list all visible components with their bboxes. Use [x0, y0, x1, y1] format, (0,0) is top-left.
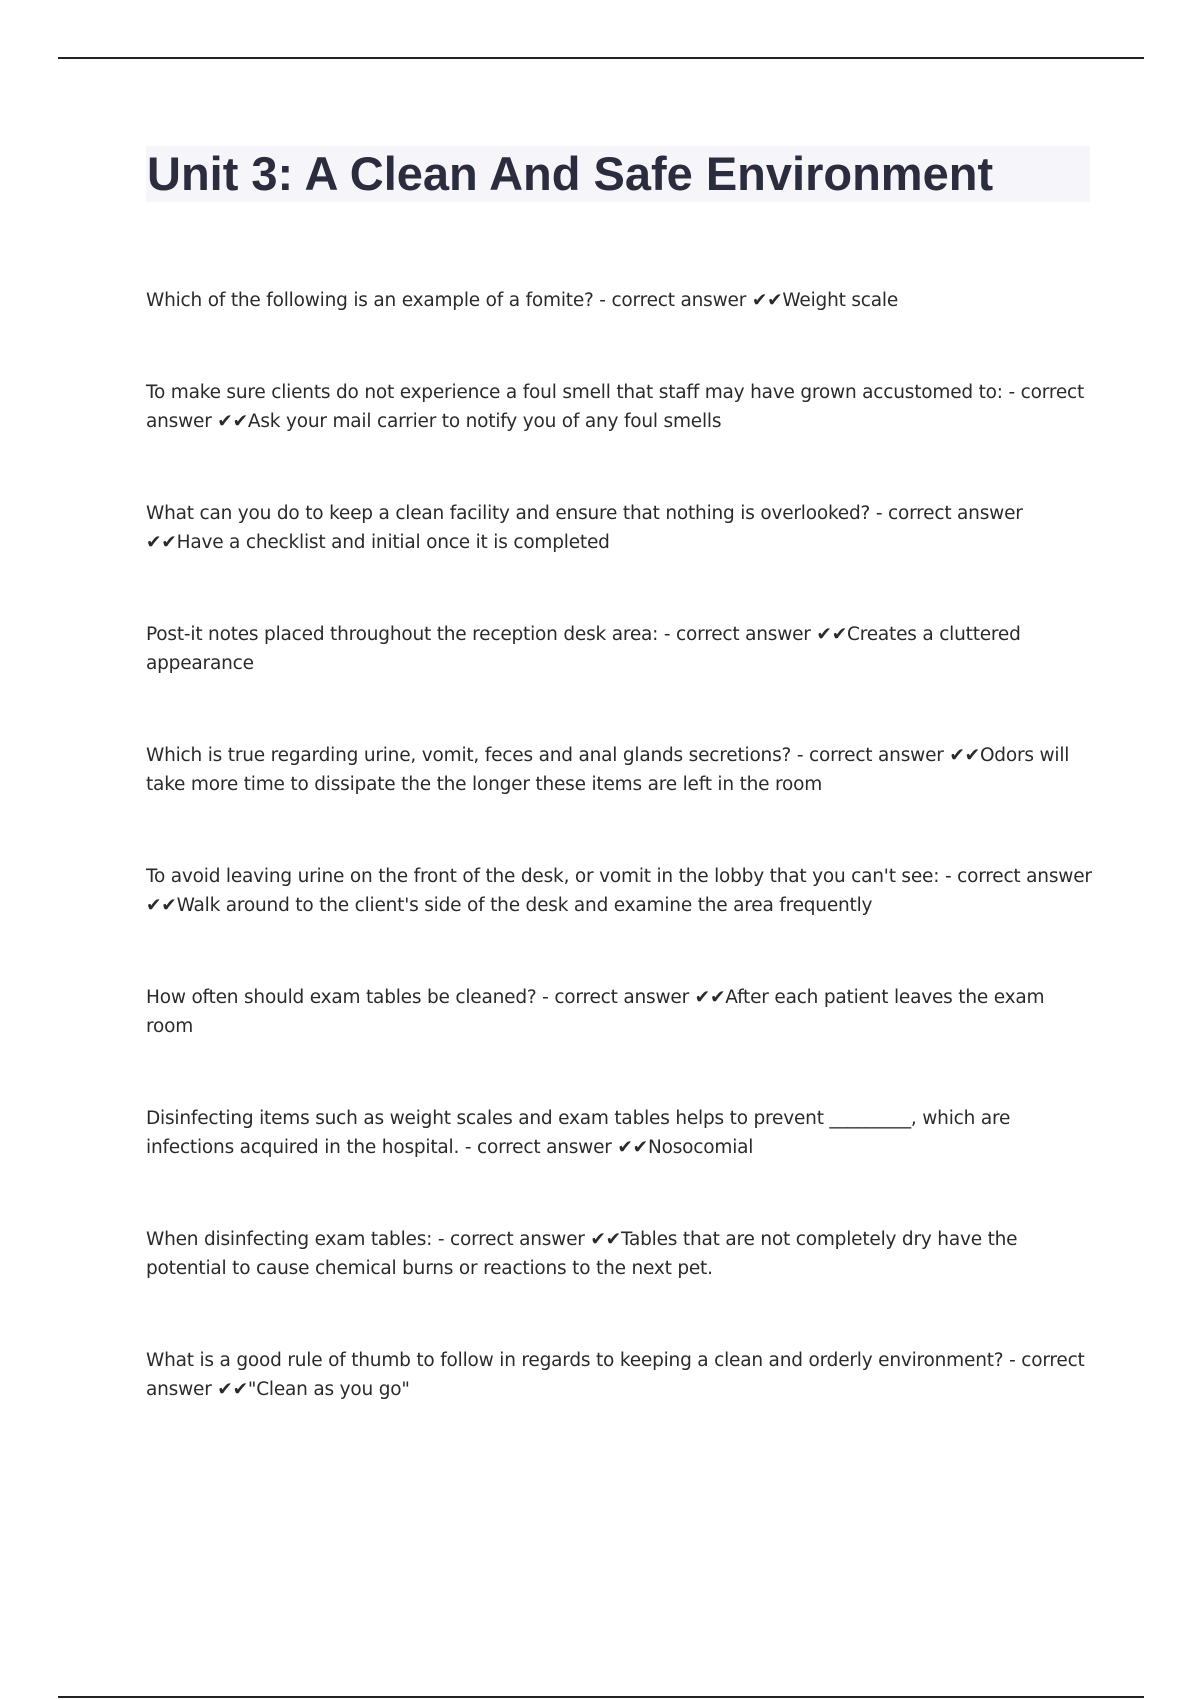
qa-item-6: To avoid leaving urine on the front of the desk, or vomit in the lobby that you can't see: - correct answer ✔✔Walk around to the client's side of the desk and examine the area frequently [146, 866, 1092, 916]
qa-item-10: What is a good rule of thumb to follow in regards to keeping a clean and orderly environment? - correct answer ✔✔"Clean as you go" [146, 1350, 1085, 1400]
qa-item-3: What can you do to keep a clean facility and ensure that nothing is overlooked? - correct answer ✔✔Have a checklist and initial once it is completed [146, 503, 1023, 553]
qa-item-7: How often should exam tables be cleaned? - correct answer ✔✔After each patient leaves the exam room [146, 987, 1045, 1037]
qa-item-5: Which is true regarding urine, vomit, feces and anal glands secretions? - correct answer ✔✔Odors will take more time to dissipate the the longer these items are left in the room [146, 745, 1070, 795]
page-title: Unit 3: A Clean And Safe Environment [147, 147, 994, 200]
qa-item-4: Post-it notes placed throughout the reception desk area: - correct answer ✔✔Creates a cluttered appearance [146, 624, 1021, 674]
qa-item-1: Which of the following is an example of a fomite? - correct answer ✔✔Weight scale [146, 290, 899, 311]
qa-item-2: To make sure clients do not experience a foul smell that staff may have grown accustomed to: - correct answer ✔✔Ask your mail carrier to notify you of any foul smells [146, 382, 1085, 432]
qa-item-9: When disinfecting exam tables: - correct answer ✔✔Tables that are not completely dry have the potential to cause chemical burns or reactions to the next pet. [146, 1229, 1018, 1279]
question-answer-list [146, 286, 1096, 1467]
bottom-divider [58, 1696, 1144, 1698]
top-divider [58, 57, 1144, 59]
qa-item-8: Disinfecting items such as weight scales and exam tables helps to prevent _________, which are infections acquired in the hospital. - correct answer ✔✔Nosocomial [146, 1108, 1011, 1158]
